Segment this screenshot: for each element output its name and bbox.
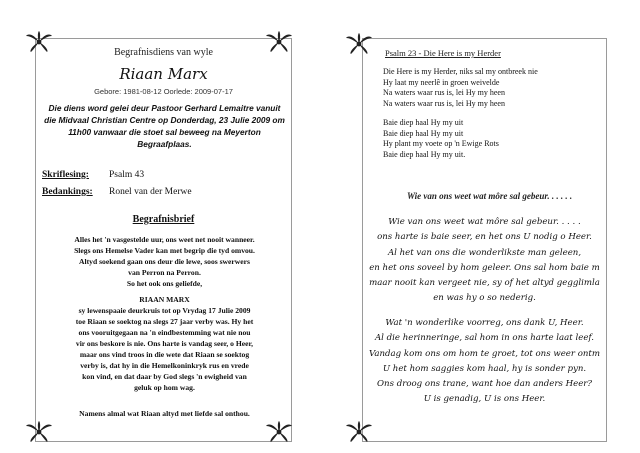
text-line: maar nooit kan vergeet nie, sy of het altyd gegglimla: [369, 278, 600, 289]
psalm-stanza-1: [383, 67, 538, 109]
text-line: U het hom saggies kom haal, hy is sonder pyn.: [382, 363, 587, 374]
floral-corner-icon: [24, 30, 54, 54]
text-line: verby is, dat hy in die Hemelkoninkryk rus en vrede: [80, 361, 249, 370]
text-line: Baie diep haal Hy my uit: [383, 128, 464, 138]
brief-closing: Namens almal wat Riaan altyd met liefde sal onthou.: [79, 409, 250, 418]
poem-title: Wie van ons weet wat môre sal gebeur. . . . . .: [407, 191, 573, 201]
text-line: Hy plant my voete op 'n Ewige Rots: [383, 139, 499, 148]
text-line: Al die herinneringe, sal hom in ons harte laat leef.: [374, 333, 595, 344]
text-line: Wat 'n wonderlike voorreg, ons dank U, Heer.: [385, 318, 584, 328]
brief-paragraph-2: [40, 305, 289, 393]
text-line: Na waters waar rus is, lei Hy my heen: [383, 98, 505, 108]
floral-corner-icon: [344, 420, 374, 444]
text-line: Al het van ons die wonderlikste man geleen,: [387, 247, 582, 258]
deceased-name: Riaan Marx: [119, 65, 208, 83]
bedankings-label: Bedankings:: [42, 187, 93, 197]
text-line: Ons droog ons trane, want hoe dan anders Heer?: [376, 379, 593, 390]
text-line: Hy laat my neerlê in groen weivelde: [383, 77, 500, 87]
psalm-stanza-2: [383, 118, 499, 160]
bedankings-value: Ronel van der Merwe: [109, 187, 192, 197]
text-line: Die Here is my Herder, niks sal my ontbreek nie: [383, 67, 538, 76]
text-line: Baie diep haal Hy my uit.: [383, 149, 466, 159]
skriflesing-label: Skriflesing:: [42, 170, 89, 180]
text-line: So het ook ons geliefde,: [126, 279, 203, 288]
text-line: kon vind, en dat daar by God slegs 'n ewigheid van: [82, 372, 247, 381]
text-line: van Perron na Perron.: [128, 268, 201, 277]
text-line: Na waters waar rus is, lei Hy my heen: [383, 88, 505, 97]
poem-stanza-2: [363, 316, 606, 408]
right-page: [362, 38, 607, 442]
text-line: en was hy o so nederig.: [433, 293, 536, 304]
text-line: ons vooruitgegaan na 'n eindbestemming wat nie nou: [78, 328, 251, 337]
text-line: Slegs ons Hemelse Vader kan met begrip die tyd omvou.: [74, 246, 255, 255]
text-line: Alles het 'n vasgestelde uur, ons weet net nooit wanneer.: [74, 235, 255, 244]
left-page: [35, 38, 292, 442]
poem-stanza-1: [363, 215, 606, 307]
brief-paragraph-1: [40, 234, 289, 289]
text-line: U is genadig, U is ons Heer.: [423, 394, 546, 405]
skriflesing-value: Psalm 43: [109, 170, 145, 180]
text-line: sy lewenspaaie deurkruis tot op Vrydag 17 Julie 2009: [78, 306, 251, 315]
text-line: Altyd soekend gaan ons deur die lewe, soos swerwers: [79, 257, 250, 266]
heading: Begrafnisdiens van wyle: [114, 47, 213, 58]
text-line: Vandag kom ons om hom te groet, tot ons weer ontm: [368, 348, 601, 359]
birth-death-dates: Gebore: 1981-08-12 Oorlede: 2009-07-17: [94, 87, 233, 96]
text-line: toe Riaan se soektog na slegs 27 jaar verby was. Hy het: [75, 317, 254, 326]
floral-corner-icon: [24, 420, 54, 444]
name-caps: RIAAN MARX: [139, 295, 190, 304]
text-line: maar ons vind troos in die wete dat Riaan se soektog: [79, 350, 250, 359]
psalm-title: Psalm 23 - Die Here is my Herder: [385, 48, 501, 58]
service-details: Die diens word gelei deur Pastoor Gerhard Lemaitre vanuit die Midvaal Christian Centre op Donderdag, 23 Julie 2009 om 11h00 vanwaar die stoet sal beweeg na Meyerton Begraafplaas.: [44, 103, 285, 149]
brief-title: Begrafnisbrief: [132, 214, 195, 225]
floral-corner-icon: [264, 30, 294, 54]
floral-corner-icon: [264, 420, 294, 444]
text-line: vir ons beskore is nie. Ons harte is vandag seer, o Heer,: [75, 339, 254, 348]
text-line: Baie diep haal Hy my uit: [383, 118, 464, 127]
text-line: Wie van ons weet wat môre sal gebeur. . . . .: [388, 217, 581, 227]
text-line: geluk op hom wag.: [134, 383, 195, 392]
text-line: ons harte is baie seer, en het ons U nodig o Heer.: [377, 232, 592, 243]
text-line: en het ons soveel by hom geleer. Ons sal hom baie m: [369, 262, 600, 273]
floral-corner-icon: [344, 32, 374, 56]
